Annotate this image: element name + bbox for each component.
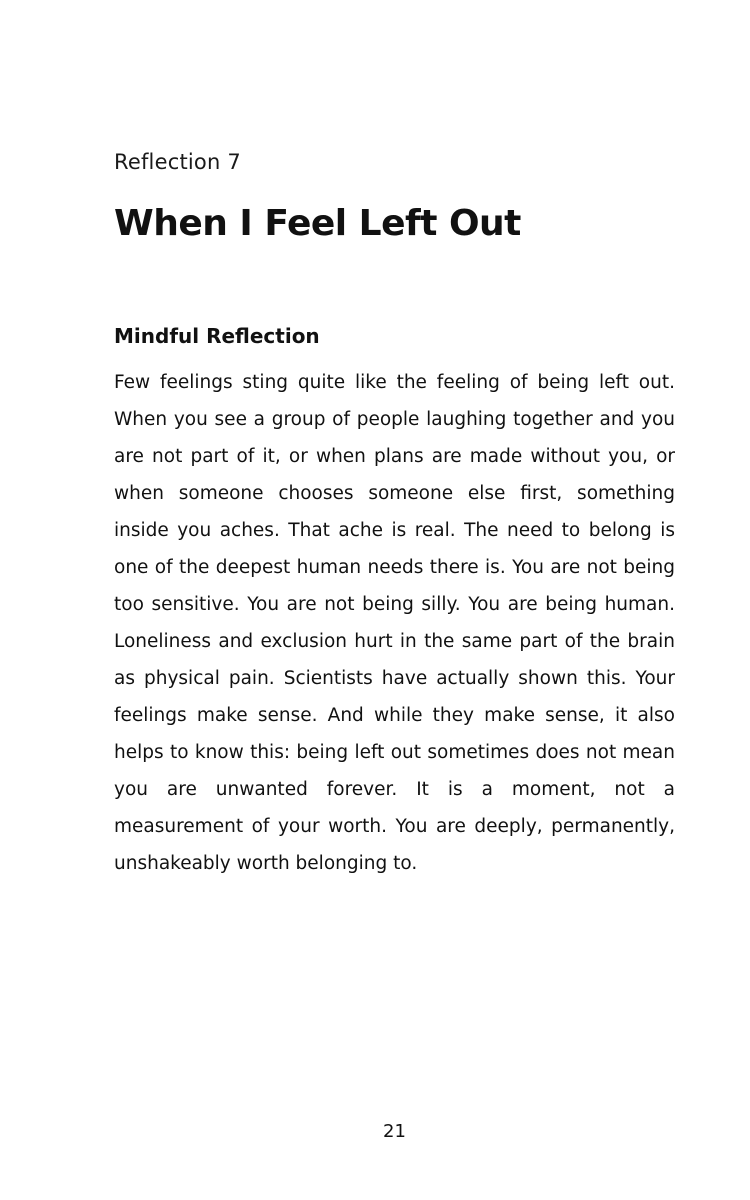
reflection-label: Reflection 7 — [114, 150, 241, 174]
page-number: 21 — [383, 1121, 406, 1142]
section-heading: Mindful Reflection — [114, 324, 320, 348]
body-paragraph: Few feelings sting quite like the feeling of being left out. When you see a group of people laughing together and you are not part of it, or when plans are made without you, or when someone chooses someone else first, something inside you aches. That ache is real. The need to belong is one of the deepest human needs there is. You are not being too sensitive. You are not being silly. You are being human. Loneliness and exclusion hurt in the same part of the brain as physical pain. Scientists have actually shown this. Your feelings make sense. And while they make sense, it also helps to know this: being left out sometimes does not mean you are unwanted forever. It is a moment, not a measurement of your worth. You are deeply, permanently, unshakeably worth belonging to. — [114, 372, 675, 874]
book-page — [114, 0, 675, 1200]
page-title: When I Feel Left Out — [114, 203, 521, 244]
